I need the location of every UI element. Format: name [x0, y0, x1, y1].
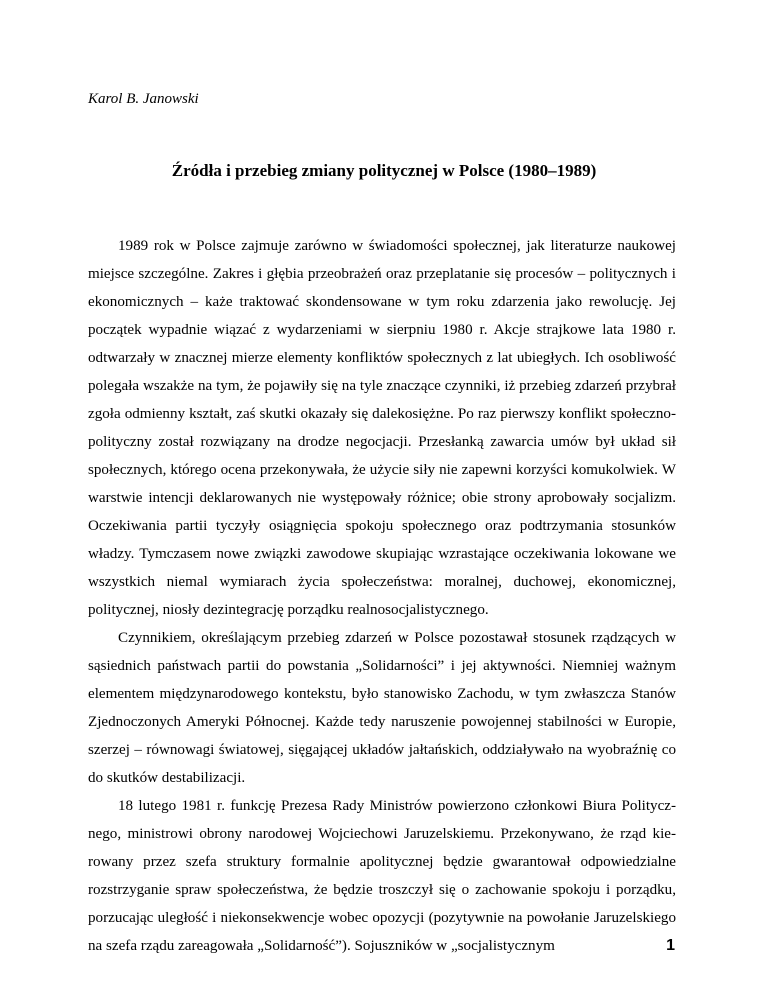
document-title: Źródła i przebieg zmiany politycznej w Polsce (1980–1989)	[171, 161, 597, 180]
body-text	[88, 232, 676, 960]
paragraph-1: 1989 rok w Polsce zajmuje zarówno w świadomości społecznej, jak literaturze naukowej miejsce szczególne. Zakres i głębia przeobrażeń oraz przeplatanie się procesów – politycznych i ekonomicznych – każe traktować skondensowane w tym roku zdarzenia jako rewolucję. Jej początek wypadnie wiązać z wydarzeniami w sierpniu 1980 r. Akcje strajkowe lata 1980 r. odtwarzały w znacznej mierze elementy konfliktów społecznych z lat ubiegłych. Ich osobliwość polegała wszakże na tym, że pojawiły się na tyle znaczące czynniki, iż przebieg zdarzeń przybrał zgoła odmienny kształt, zaś skutki okazały się dalekosiężne. Po raz pierwszy konflikt społeczno-polityczny został rozwiązany na drodze negocjacji. Przesłanką zawarcia umów był układ sił społecznych, którego ocena przekonywała, że użycie siły nie zapewni korzyści komukolwiek. W warstwie intencji deklarowanych nie występowały różnice; obie strony aprobowały socjalizm. Oczekiwania partii tyczyły osiągnięcia spokoju społecznego oraz podtrzymania stosunków władzy. Tymczasem nowe związki zawodowe skupiając wzrastające oczekiwania lokowane we wszystkich niemal wymiarach życia społeczeństwa: moralnej, duchowej, ekonomicznej, politycznej, niosły dezintegrację porządku realnosocjalistycznego.	[88, 238, 676, 618]
author-name: Karol B. Janowski	[88, 91, 199, 107]
paragraph-3: 18 lutego 1981 r. funkcję Prezesa Rady Ministrów powierzono członkowi Biura Politycznego, ministrowi obrony narodowej Wojciechowi Jaruzelskiemu. Przekonywano, że rząd kierowany przez szefa struktury formalnie apolitycznej będzie gwarantował odpowiedzialne rozstrzyganie spraw społeczeństwa, że będzie troszczył się o zachowanie spokoju i porządku, porzucając uległość i niekonsekwencje wobec opozycji (pozytywnie na powołanie Jaruzelskiego na szefa rządu zareagowała „Solidarność”). Sojuszników w „socjalistycznym	[88, 798, 676, 954]
paragraph-2: Czynnikiem, określającym przebieg zdarzeń w Polsce pozostawał stosunek rządzących w sąsiednich państwach partii do powstania „Solidarności” i jej aktywności. Niemniej ważnym elementem międzynarodowego kontekstu, było stanowisko Zachodu, w tym zwłaszcza Stanów Zjednoczonych Ameryki Północnej. Każde tedy naruszenie powojennej stabilności w Europie, szerzej – równowagi światowej, sięgającej układów jałtańskich, oddziaływało na wyobraźnię co do skutków destabilizacji.	[88, 630, 676, 786]
page-number: 1	[666, 937, 675, 954]
